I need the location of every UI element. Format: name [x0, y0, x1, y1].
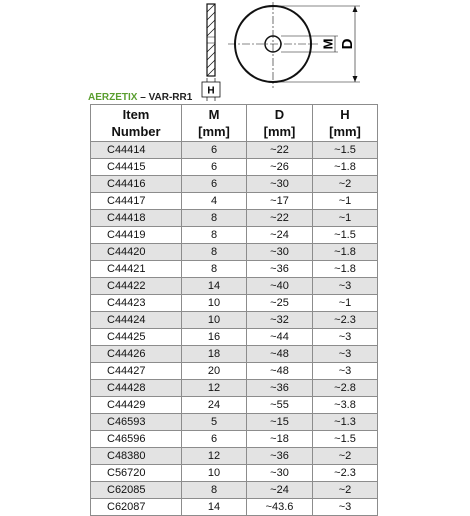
m-cell: 12	[182, 380, 247, 397]
item-number-cell: C62087	[91, 499, 182, 516]
table-row	[91, 499, 378, 516]
header-item-number-line1: Item	[122, 107, 150, 122]
table-row	[91, 261, 378, 278]
brand-line	[88, 92, 192, 104]
table-header	[91, 105, 378, 142]
table-row	[91, 176, 378, 193]
item-number-cell: C56720	[91, 465, 182, 482]
item-number-cell: C44424	[91, 312, 182, 329]
h-cell: ~2.3	[313, 312, 378, 329]
d-cell: ~36	[247, 448, 313, 465]
h-cell: ~2.8	[313, 380, 378, 397]
h-cell: ~1.8	[313, 159, 378, 176]
d-cell: ~25	[247, 295, 313, 312]
d-cell: ~24	[247, 227, 313, 244]
m-dimension-label: M	[320, 38, 336, 50]
header-item-number-line2: Number	[111, 124, 161, 139]
header-row	[91, 105, 378, 142]
d-cell: ~48	[247, 363, 313, 380]
item-number-cell: C62085	[91, 482, 182, 499]
d-cell: ~40	[247, 278, 313, 295]
header-d	[247, 105, 313, 142]
h-cell: ~3	[313, 329, 378, 346]
d-cell: ~22	[247, 142, 313, 159]
h-cell: ~1	[313, 295, 378, 312]
d-cell: ~18	[247, 431, 313, 448]
h-cell: ~1.3	[313, 414, 378, 431]
table-row	[91, 312, 378, 329]
header-h-line2: [mm]	[329, 124, 361, 139]
item-number-cell: C44419	[91, 227, 182, 244]
h-dimension	[202, 78, 220, 101]
header-m-line1: M	[208, 107, 220, 122]
h-cell: ~1.5	[313, 431, 378, 448]
h-cell: ~1	[313, 210, 378, 227]
item-number-cell: C44428	[91, 380, 182, 397]
table-row	[91, 295, 378, 312]
m-cell: 6	[182, 142, 247, 159]
item-number-cell: C44427	[91, 363, 182, 380]
table-row	[91, 431, 378, 448]
m-cell: 6	[182, 176, 247, 193]
brand-name: AERZETIX	[88, 92, 138, 103]
d-cell: ~30	[247, 465, 313, 482]
m-cell: 24	[182, 397, 247, 414]
m-cell: 18	[182, 346, 247, 363]
table-body	[91, 142, 378, 516]
d-cell: ~48	[247, 346, 313, 363]
table-row	[91, 142, 378, 159]
table-row	[91, 159, 378, 176]
m-cell: 10	[182, 312, 247, 329]
d-cell: ~36	[247, 261, 313, 278]
m-cell: 8	[182, 482, 247, 499]
d-cell: ~15	[247, 414, 313, 431]
m-cell: 14	[182, 499, 247, 516]
washer-front-view	[228, 2, 318, 88]
header-h	[313, 105, 378, 142]
dimensions-table	[90, 104, 378, 516]
m-cell: 8	[182, 210, 247, 227]
header-m	[182, 105, 247, 142]
washer-technical-drawing	[0, 0, 470, 104]
d-cell: ~17	[247, 193, 313, 210]
table-row	[91, 346, 378, 363]
table-row	[91, 193, 378, 210]
item-number-cell: C44429	[91, 397, 182, 414]
m-cell: 8	[182, 227, 247, 244]
table-row	[91, 448, 378, 465]
table-row	[91, 244, 378, 261]
item-number-cell: C44420	[91, 244, 182, 261]
item-number-cell: C48380	[91, 448, 182, 465]
header-d-line2: [mm]	[263, 124, 296, 139]
washer-side-view	[207, 4, 215, 76]
d-cell: ~32	[247, 312, 313, 329]
item-number-cell: C46596	[91, 431, 182, 448]
item-number-cell: C44414	[91, 142, 182, 159]
h-cell: ~1.5	[313, 227, 378, 244]
item-number-cell: C44425	[91, 329, 182, 346]
model-code: VAR-RR1	[148, 92, 193, 103]
h-cell: ~2.3	[313, 465, 378, 482]
m-cell: 14	[182, 278, 247, 295]
d-cell: ~55	[247, 397, 313, 414]
d-cell: ~36	[247, 380, 313, 397]
item-number-cell: C44426	[91, 346, 182, 363]
m-cell: 8	[182, 261, 247, 278]
m-cell: 6	[182, 159, 247, 176]
m-cell: 8	[182, 244, 247, 261]
h-cell: ~2	[313, 448, 378, 465]
d-cell: ~22	[247, 210, 313, 227]
h-cell: ~1.8	[313, 244, 378, 261]
header-item-number	[91, 105, 182, 142]
d-dimension-label: D	[338, 38, 356, 50]
item-number-cell: C44422	[91, 278, 182, 295]
table-row	[91, 414, 378, 431]
table-row	[91, 465, 378, 482]
h-cell: ~3	[313, 278, 378, 295]
h-cell: ~1.5	[313, 142, 378, 159]
h-cell: ~1.8	[313, 261, 378, 278]
m-cell: 16	[182, 329, 247, 346]
item-number-cell: C44418	[91, 210, 182, 227]
table-row	[91, 482, 378, 499]
item-number-cell: C44421	[91, 261, 182, 278]
h-cell: ~1	[313, 193, 378, 210]
header-m-line2: [mm]	[198, 124, 230, 139]
table-row	[91, 329, 378, 346]
item-number-cell: C44416	[91, 176, 182, 193]
d-cell: ~30	[247, 244, 313, 261]
m-cell: 10	[182, 465, 247, 482]
m-cell: 6	[182, 431, 247, 448]
table-row	[91, 227, 378, 244]
h-dimension-label: H	[207, 85, 215, 97]
d-cell: ~26	[247, 159, 313, 176]
h-cell: ~3.8	[313, 397, 378, 414]
header-h-line1: H	[340, 107, 350, 122]
item-number-cell: C44417	[91, 193, 182, 210]
m-cell: 5	[182, 414, 247, 431]
h-cell: ~3	[313, 499, 378, 516]
item-number-cell: C46593	[91, 414, 182, 431]
d-cell: ~24	[247, 482, 313, 499]
d-cell: ~30	[247, 176, 313, 193]
table-row	[91, 210, 378, 227]
h-cell: ~3	[313, 363, 378, 380]
item-number-cell: C44415	[91, 159, 182, 176]
table-row	[91, 278, 378, 295]
m-cell: 20	[182, 363, 247, 380]
h-cell: ~2	[313, 176, 378, 193]
item-number-cell: C44423	[91, 295, 182, 312]
m-cell: 4	[182, 193, 247, 210]
d-cell: ~44	[247, 329, 313, 346]
header-d-line1: D	[274, 107, 285, 122]
d-cell: ~43.6	[247, 499, 313, 516]
m-cell: 10	[182, 295, 247, 312]
table-row	[91, 363, 378, 380]
table-row	[91, 380, 378, 397]
h-cell: ~2	[313, 482, 378, 499]
brand-separator: –	[137, 92, 149, 103]
m-cell: 12	[182, 448, 247, 465]
table-row	[91, 397, 378, 414]
h-cell: ~3	[313, 346, 378, 363]
